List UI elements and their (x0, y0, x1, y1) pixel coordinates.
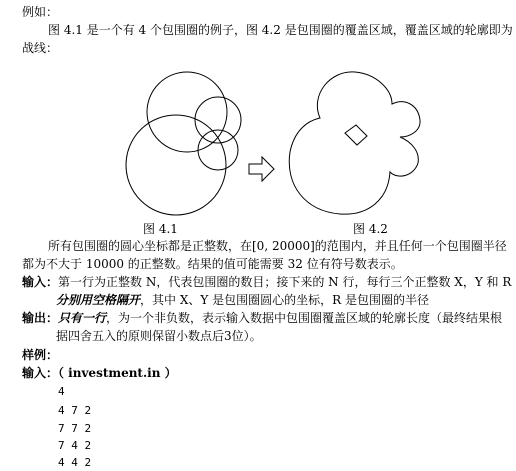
sample-input-label-text: 输入：（ investment.in ） (22, 366, 177, 380)
input-line-2-emph: 分别用空格隔开 (56, 293, 141, 307)
output-line-1-emph: 只有一行 (58, 311, 107, 325)
para1-line-1: 所有包围圈的圆心坐标都是正整数，在[0, 20000]的范围内，并且任何一个包围圈半径 (48, 239, 507, 253)
sample-line-1: 4 7 2 (58, 404, 92, 417)
sample-input-label (22, 365, 177, 381)
fig1-caption: 图 4.1 (143, 222, 178, 236)
intro-line-1: 图 4.1 是一个有 4 个包围圈的例子，图 4.2 是包围圈的覆盖区域，覆盖区域的轮廓即为 (48, 23, 513, 37)
output-line-2: 据四舍五入的原则保留小数点后3位）。 (56, 329, 262, 343)
sample-line-3: 7 4 2 (58, 439, 92, 452)
output-line-1-rest: ，为一个非负数，表示输入数据中包围圈覆盖区域的轮廓长度（最终结果根 (106, 311, 503, 325)
sample-heading: 样例： (22, 348, 59, 362)
input-section (22, 274, 511, 290)
fig2-inner-gap (345, 125, 367, 145)
fig2-caption: 图 4.2 (353, 222, 388, 236)
output-section (22, 310, 502, 326)
input-label: 输入： (22, 275, 59, 289)
sample-line-4: 4 4 2 (58, 456, 92, 469)
sample-line-0: 4 (58, 385, 65, 398)
sample-line-2: 7 7 2 (58, 422, 92, 435)
input-line-1: 第一行为正整数 N，代表包围圈的数目；接下来的 N 行，每行三个正整数 X，Y 和 R (58, 275, 512, 289)
para1-line-2: 都为不大于 10000 的正整数。结果的值可能需要 32 位有符号数表示。 (22, 257, 403, 271)
output-label: 输出： (22, 311, 59, 325)
input-line-2-rest: ，其中 X、Y 是包围圈圆心的坐标，R 是包围圈的半径 (140, 293, 429, 307)
intro-line-2: 战线： (22, 41, 59, 55)
input-line-2 (56, 292, 429, 308)
example-heading: 例如： (22, 5, 59, 19)
